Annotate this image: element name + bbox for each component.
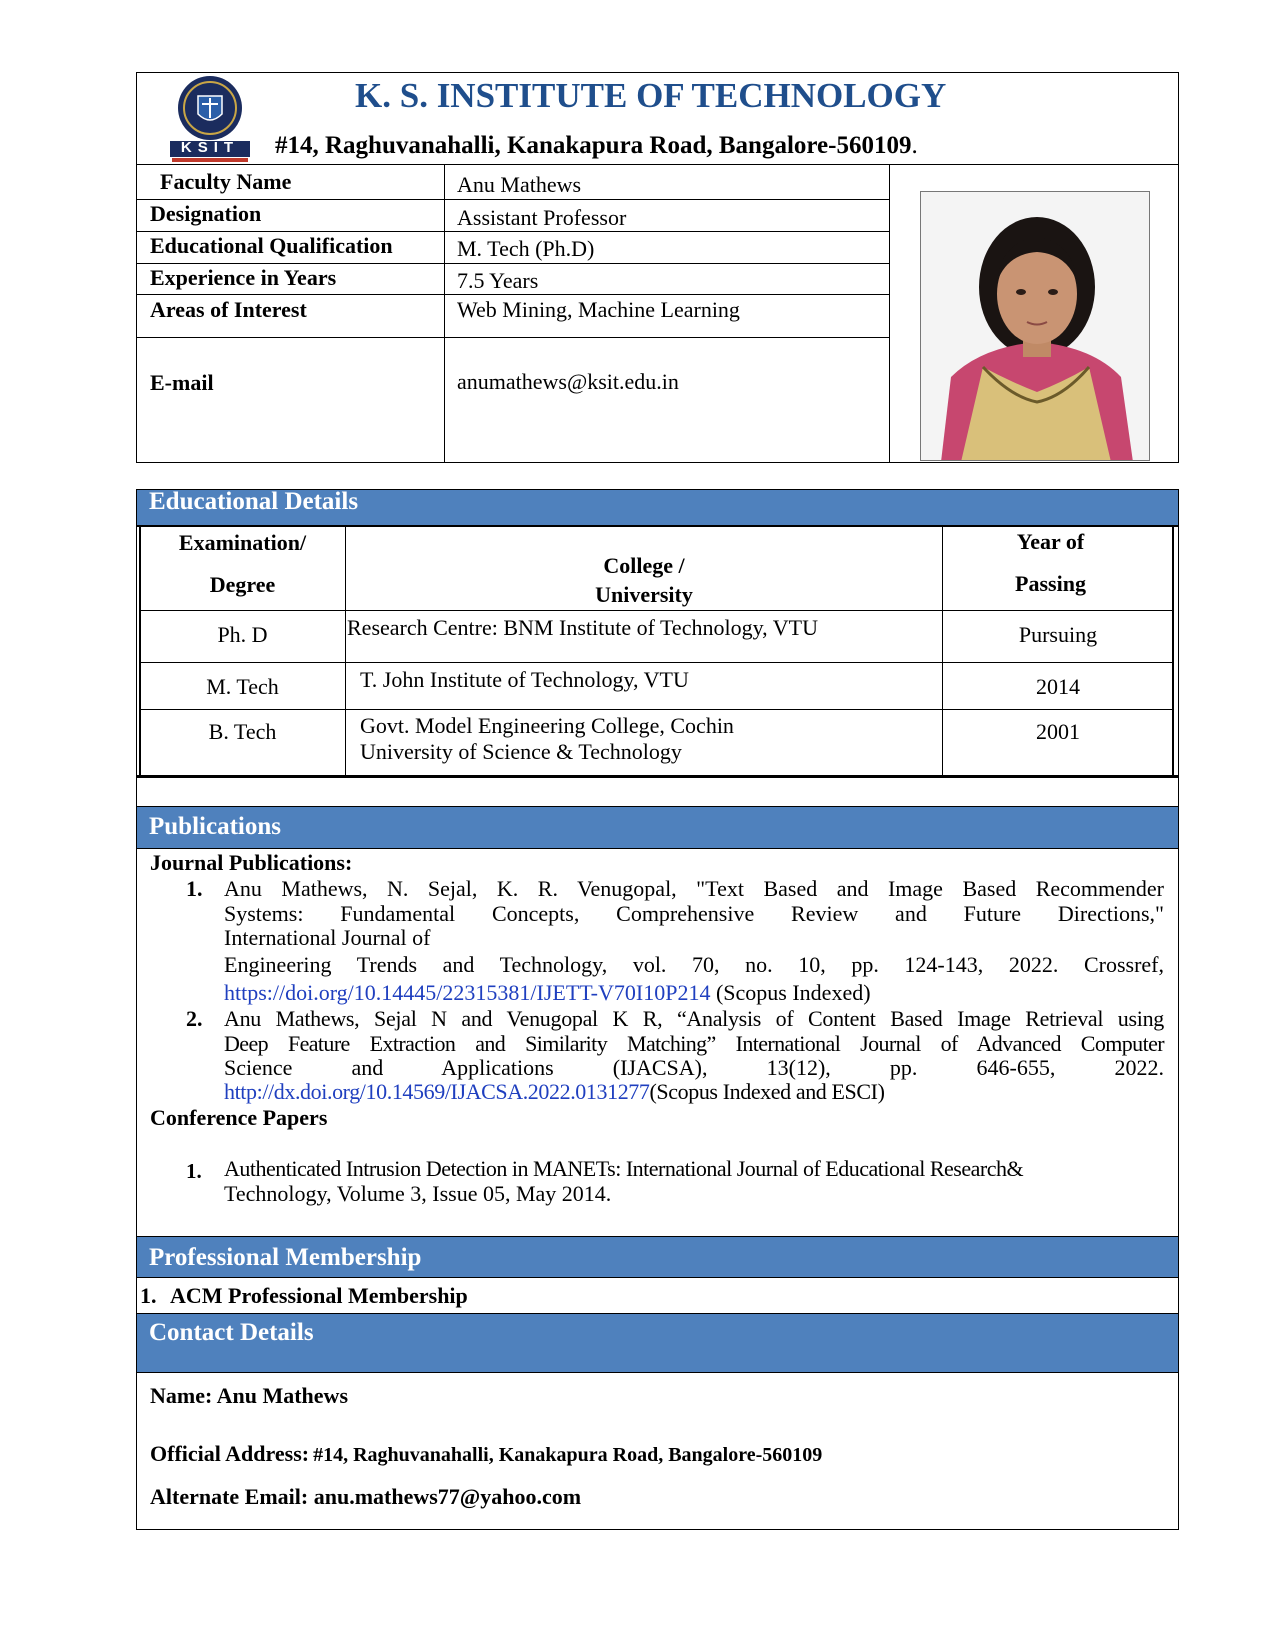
- membership-rule: [136, 1277, 1179, 1278]
- institute-name: K. S. INSTITUTE OF TECHNOLOGY: [355, 76, 947, 115]
- profile-divider: [136, 337, 889, 338]
- edu-header-year-line1: Year of: [1016, 529, 1085, 554]
- logo-text: KSIT: [180, 139, 240, 156]
- journal-1-line: Engineering Trends and Technology, vol. 70, no. 10, pp. 124-143, 2022. Crossref,: [224, 952, 1164, 977]
- institute-logo: [168, 74, 252, 162]
- conference-heading: Conference Papers: [150, 1105, 328, 1130]
- edu-college: Research Centre: BNM Institute of Technology, VTU: [347, 615, 818, 640]
- value-areas-of-interest: Web Mining, Machine Learning: [457, 297, 740, 322]
- profile-divider: [136, 263, 889, 264]
- section-bar-education: Educational Details: [137, 490, 1178, 525]
- contact-alt-email-value[interactable]: anu.mathews77@yahoo.com: [313, 1484, 582, 1509]
- profile-divider: [136, 231, 889, 232]
- edu-degree: B. Tech: [208, 719, 277, 744]
- edu-degree: Ph. D: [217, 622, 268, 647]
- edu-college-line: University of Science & Technology: [360, 739, 682, 764]
- journal-2-index: (Scopus Indexed and ESCI): [649, 1079, 885, 1104]
- profile-photo: [920, 191, 1150, 461]
- journal-2-number: 2.: [186, 1006, 203, 1031]
- membership-item-text: ACM Professional Membership: [170, 1283, 468, 1308]
- section-bar-publications: Publications: [137, 807, 1178, 848]
- profile-divider: [136, 199, 889, 200]
- contact-name-label: Name:: [150, 1383, 213, 1408]
- value-experience: 7.5 Years: [457, 268, 539, 293]
- pub-rule: [136, 848, 1179, 849]
- edu-degree: M. Tech: [206, 674, 279, 699]
- value-designation: Assistant Professor: [457, 205, 627, 230]
- journal-1-doi: [224, 980, 871, 1006]
- contact-address-value: #14, Raghuvanahalli, Kanakapura Road, Bangalore-560109: [313, 1444, 823, 1466]
- label-faculty-name: Faculty Name: [160, 169, 292, 194]
- profile-divider: [444, 164, 445, 463]
- edu-rule: [139, 709, 1174, 710]
- contact-address-label: Official Address:: [150, 1441, 310, 1466]
- edu-college: [360, 713, 734, 765]
- portrait-icon: [921, 192, 1150, 461]
- contact-rule: [136, 1372, 1179, 1373]
- edu-header-degree-line2: Degree: [209, 572, 276, 597]
- conference-1-line: Authenticated Intrusion Detection in MANETs: International Journal of Educational Research&: [224, 1156, 1024, 1181]
- institute-address: [275, 131, 918, 161]
- journal-1-line: Anu Mathews, N. Sejal, K. R. Venugopal, "Text Based and Image Based Recommender: [224, 876, 1164, 901]
- contact-name-value: Anu Mathews: [216, 1383, 349, 1408]
- edu-header-college-line1: College /: [603, 553, 685, 578]
- value-qualification: M. Tech (Ph.D): [457, 236, 595, 261]
- label-designation: Designation: [150, 201, 262, 226]
- journal-2-doi: [224, 1079, 885, 1105]
- edu-rule: [139, 662, 1174, 663]
- edu-header-year: [943, 529, 1158, 597]
- address-text: #14, Raghuvanahalli, Kanakapura Road, Bangalore-560109: [275, 132, 912, 159]
- journal-heading: Journal Publications:: [150, 850, 353, 875]
- edu-college: T. John Institute of Technology, VTU: [360, 667, 689, 692]
- label-experience: Experience in Years: [150, 265, 337, 290]
- journal-2-line: Science and Applications (IJACSA), 13(12), pp. 646-655, 2022.: [224, 1055, 1164, 1080]
- section-bar-contact: Contact Details: [137, 1314, 1178, 1372]
- conference-1-number: 1.: [186, 1159, 202, 1183]
- value-faculty-name: Anu Mathews: [457, 172, 582, 197]
- address-suffix: .: [911, 132, 918, 159]
- contact-address: [150, 1441, 822, 1467]
- journal-1-line: Systems: Fundamental Concepts, Comprehensive Review and Future Directions,": [224, 901, 1164, 926]
- conference-1-line: Technology, Volume 3, Issue 05, May 2014.: [224, 1181, 612, 1206]
- journal-2-line: Anu Mathews, Sejal N and Venugopal K R, “Analysis of Content Based Image Retrieval using: [224, 1006, 1164, 1031]
- journal-1-doi-link[interactable]: https://doi.org/10.14445/22315381/IJETT-V70I10P214: [224, 980, 711, 1005]
- contact-alt-email-label: Alternate Email:: [150, 1484, 309, 1509]
- label-qualification: Educational Qualification: [150, 233, 393, 258]
- profile-divider: [889, 164, 890, 463]
- edu-header-degree-line1: Examination/: [178, 530, 307, 555]
- section-bar-membership: Professional Membership: [137, 1237, 1178, 1277]
- edu-header-college: [346, 551, 942, 609]
- edu-year: 2001: [1036, 719, 1080, 744]
- label-areas-of-interest: Areas of Interest: [150, 297, 307, 322]
- journal-1-line: International Journal of: [224, 925, 431, 950]
- contact-name: [150, 1383, 348, 1409]
- edu-header-college-line2: University: [595, 582, 693, 607]
- edu-year: 2014: [1036, 674, 1080, 699]
- contact-alt-email: [150, 1484, 581, 1510]
- membership-item-number: 1.: [140, 1283, 157, 1308]
- membership-item: [140, 1283, 468, 1309]
- edu-header-year-line2: Passing: [1015, 571, 1086, 596]
- edu-header-degree: [140, 530, 345, 598]
- journal-2-line: Deep Feature Extraction and Similarity Matching” International Journal of Advanced Computer: [224, 1031, 1164, 1056]
- edu-rule: [137, 525, 1178, 527]
- journal-1-number: 1.: [186, 876, 203, 901]
- edu-rule: [139, 610, 1174, 611]
- value-email: anumathews@ksit.edu.in: [457, 369, 679, 394]
- edu-year: Pursuing: [1018, 622, 1098, 647]
- edu-college-line: Govt. Model Engineering College, Cochin: [360, 713, 734, 738]
- profile-divider: [136, 294, 889, 295]
- journal-2-doi-link[interactable]: http://dx.doi.org/10.14569/IJACSA.2022.0131277: [224, 1079, 650, 1104]
- journal-1-index: (Scopus Indexed): [710, 980, 871, 1005]
- label-email: E-mail: [150, 370, 214, 395]
